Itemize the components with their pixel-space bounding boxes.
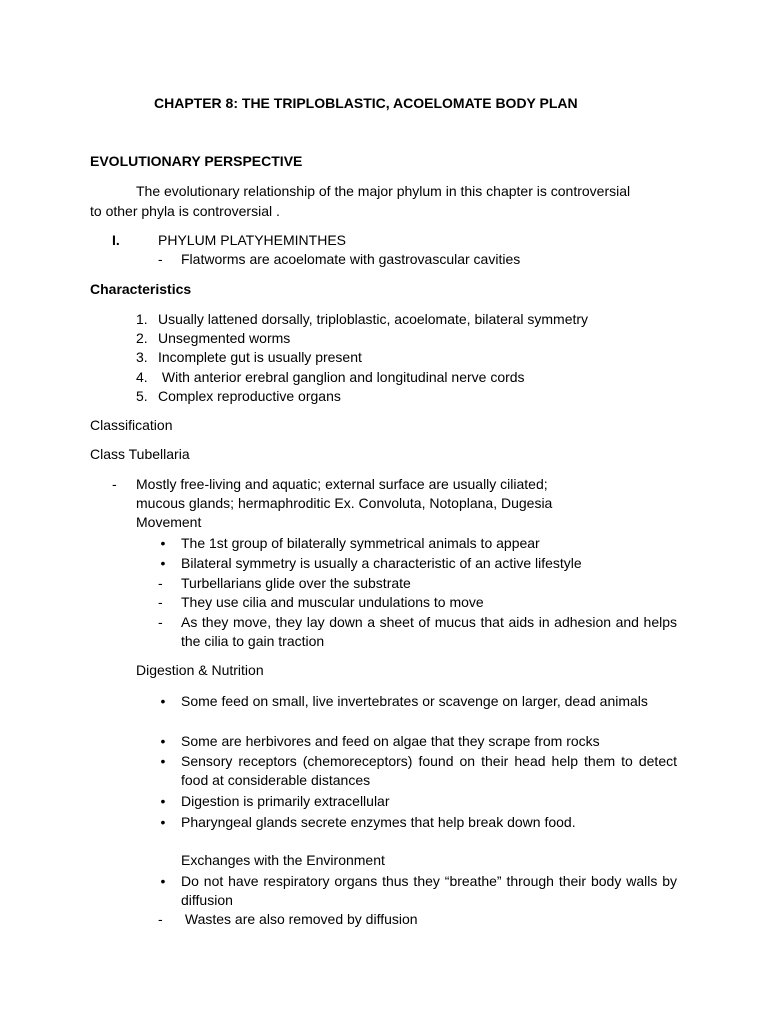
list-item-number: 5. (136, 388, 148, 404)
list-item-number: 1. (136, 311, 148, 327)
section-dash: - (158, 251, 163, 267)
list-item-number: 3. (136, 349, 148, 365)
list-item: They use cilia and muscular undulations to move (181, 594, 484, 610)
characteristics-heading: Characteristics (90, 281, 192, 297)
evolutionary-paragraph-line1: The evolutionary relationship of the major phylum in this chapter is controversial (136, 183, 631, 199)
evolutionary-heading: EVOLUTIONARY PERSPECTIVE (90, 153, 303, 169)
tubellaria-dash: - (112, 476, 117, 492)
list-item: Usually lattened dorsally, triploblastic, acoelomate, bilateral symmetry (158, 311, 589, 327)
section-heading: PHYLUM PLATYHEMINTHES (158, 232, 346, 248)
list-item: The 1st group of bilaterally symmetrical animals to appear (181, 535, 540, 551)
list-item: Incomplete gut is usually present (158, 349, 362, 365)
list-item-number: 2. (136, 330, 148, 346)
list-item: Complex reproductive organs (158, 388, 341, 404)
list-item: Turbellarians glide over the substrate (181, 575, 411, 591)
evolutionary-paragraph-line2: to other phyla is controversial . (90, 203, 280, 219)
movement-heading: Movement (136, 514, 202, 530)
list-item: Bilateral symmetry is usually a characteristic of an active lifestyle (181, 555, 582, 571)
list-item: Pharyngeal glands secrete enzymes that help break down food. (181, 814, 576, 830)
digestion-heading: Digestion & Nutrition (136, 662, 264, 678)
list-item: Sensory receptors (chemoreceptors) found on their head help them to detect food at considerable distances (181, 753, 677, 788)
list-marker: • (160, 873, 166, 889)
list-marker: - (158, 614, 163, 630)
list-item: Do not have respiratory organs thus they “breathe” through their body walls by diffusion (181, 873, 677, 908)
classification-heading: Classification (90, 417, 173, 433)
page-title: CHAPTER 8: THE TRIPLOBLASTIC, ACOELOMATE BODY PLAN (154, 95, 578, 111)
list-item: As they move, they lay down a sheet of mucus that aids in adhesion and helps the cilia to gain traction (181, 614, 677, 649)
list-marker: • (160, 814, 166, 830)
list-marker: - (158, 911, 163, 927)
exchanges-heading: Exchanges with the Environment (181, 852, 385, 868)
list-item: Digestion is primarily extracellular (181, 793, 390, 809)
list-marker: • (160, 753, 166, 769)
list-marker: • (160, 733, 166, 749)
section-item: Flatworms are acoelomate with gastrovascular cavities (181, 251, 521, 267)
list-item: Some are herbivores and feed on algae that they scrape from rocks (181, 733, 600, 749)
list-marker: • (160, 693, 166, 709)
list-marker: - (158, 594, 163, 610)
list-marker: • (160, 793, 166, 809)
list-item: With anterior erebral ganglion and longitudinal nerve cords (158, 369, 525, 385)
list-item: Some feed on small, live invertebrates or scavenge on larger, dead animals (181, 693, 648, 709)
list-item-number: 4. (136, 369, 148, 385)
list-marker: • (160, 555, 166, 571)
list-item: Unsegmented worms (158, 330, 291, 346)
tubellaria-line1: Mostly free-living and aquatic; external surface are usually ciliated; (136, 476, 548, 492)
tubellaria-line2: mucous glands; hermaphroditic Ex. Convoluta, Notoplana, Dugesia (136, 495, 553, 511)
list-marker: • (160, 535, 166, 551)
list-item: Wastes are also removed by diffusion (181, 911, 418, 927)
class-heading: Class Tubellaria (90, 446, 190, 462)
list-marker: - (158, 575, 163, 591)
section-numeral: I. (112, 232, 120, 248)
